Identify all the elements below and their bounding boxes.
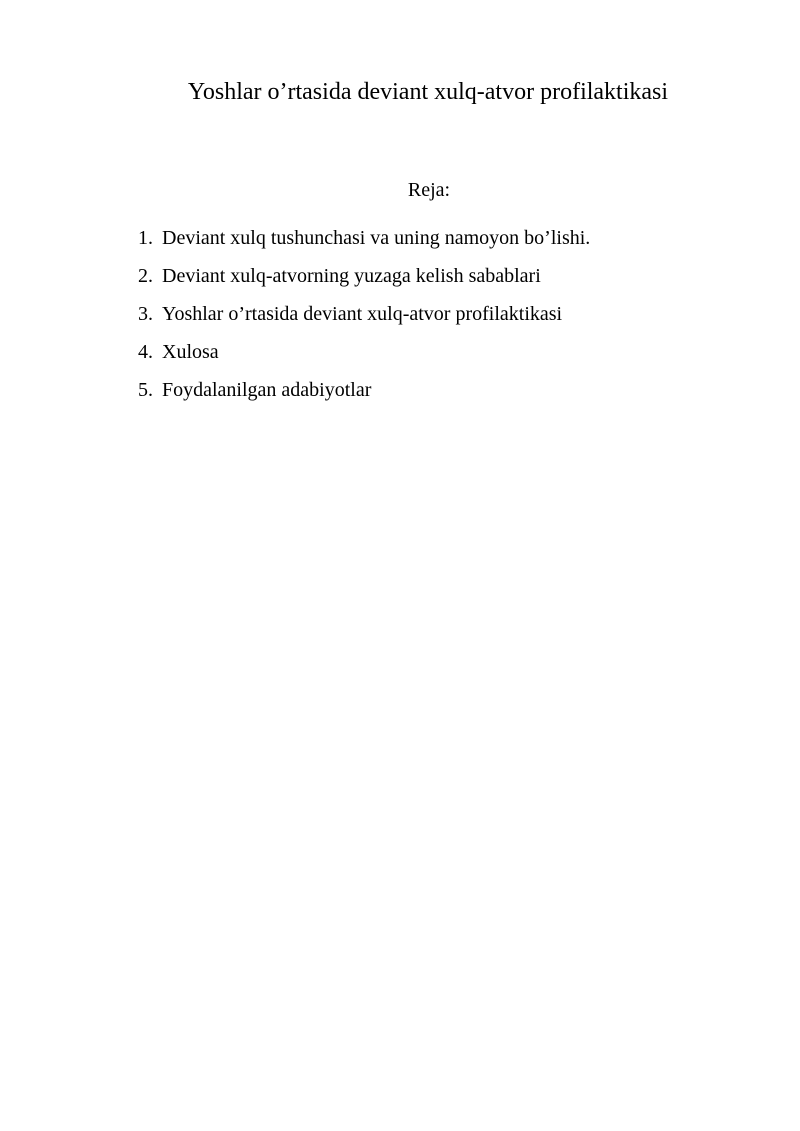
document-title: Yoshlar o’rtasida deviant xulq-atvor profilaktikasi <box>187 79 669 105</box>
plan-list <box>138 225 590 415</box>
plan-item-number: 4. <box>138 341 153 363</box>
plan-item-number: 2. <box>138 265 153 287</box>
plan-heading: Reja: <box>407 179 451 201</box>
plan-item-text: Foydalanilgan adabiyotlar <box>162 379 372 401</box>
plan-item-text: Deviant xulq-atvorning yuzaga kelish sabablari <box>162 265 541 287</box>
plan-item-text: Xulosa <box>162 341 219 363</box>
plan-item-number: 3. <box>138 303 153 325</box>
plan-item-text: Yoshlar o’rtasida deviant xulq-atvor profilaktikasi <box>162 303 563 325</box>
plan-item-1 <box>138 225 590 251</box>
plan-item-number: 1. <box>138 227 153 249</box>
plan-item-number: 5. <box>138 379 153 401</box>
plan-item-2 <box>138 263 590 289</box>
plan-item-text: Deviant xulq tushunchasi va uning namoyon bo’lishi. <box>162 227 591 249</box>
plan-item-5 <box>138 377 590 403</box>
plan-item-4 <box>138 339 590 365</box>
plan-item-3 <box>138 301 590 327</box>
